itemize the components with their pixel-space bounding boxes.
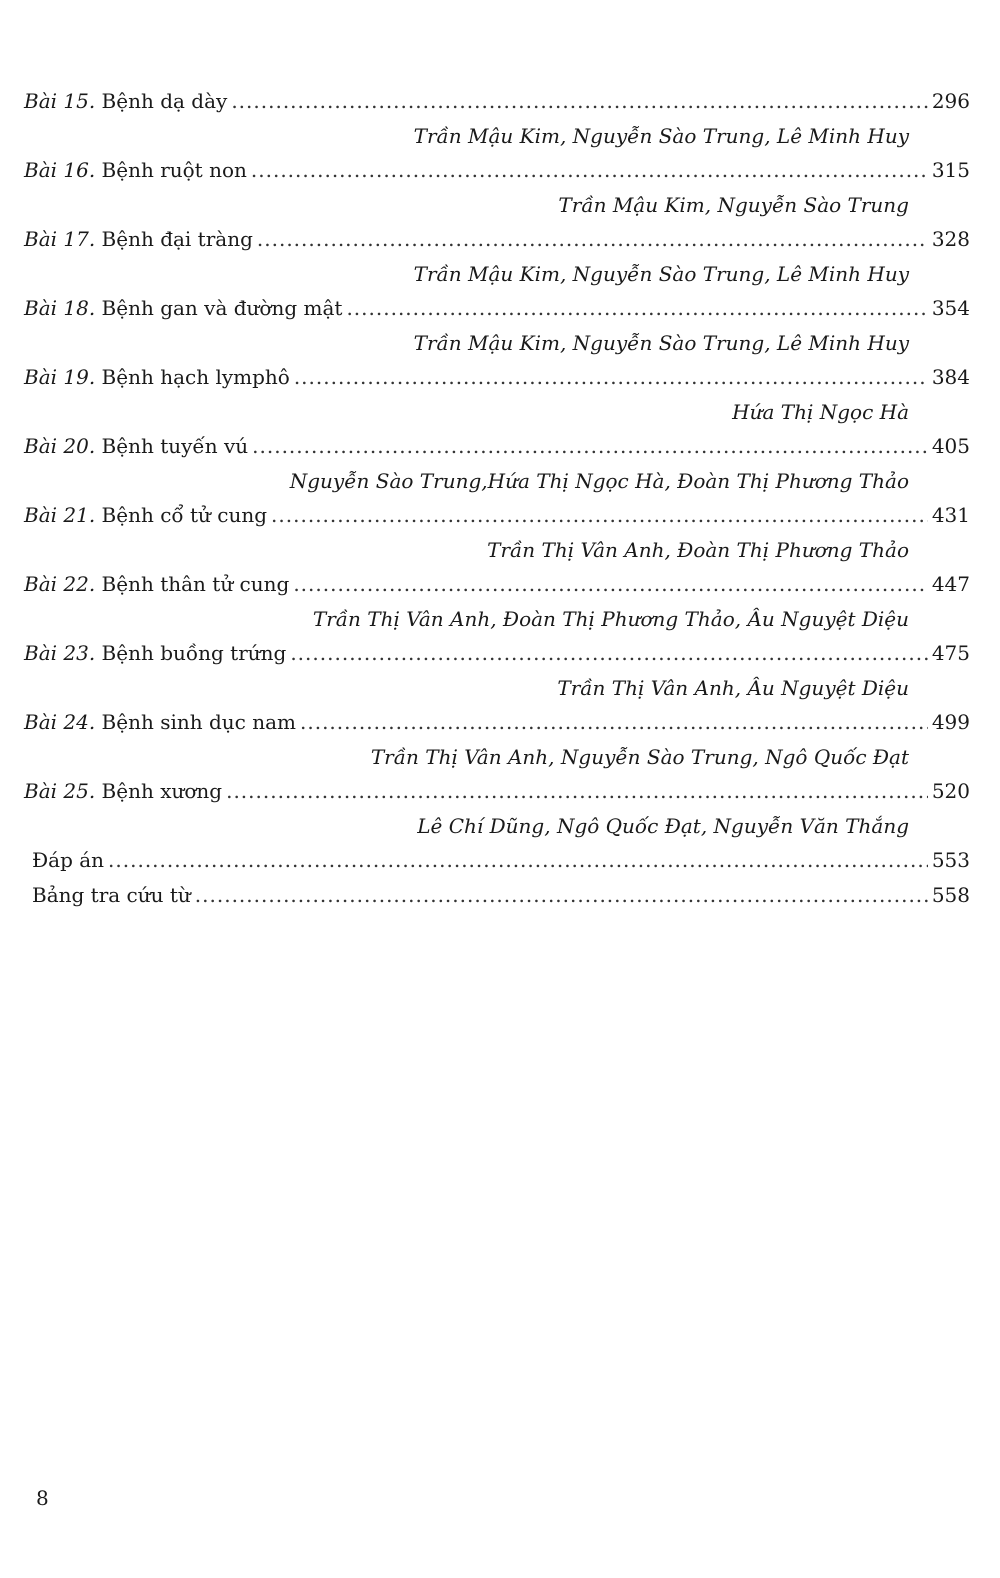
lesson-title: Bệnh cổ tử cung [101,503,268,527]
entry-label [24,429,248,464]
lesson-number: Bài 17. [24,227,96,251]
page-ref: 354 [931,296,970,320]
entry-label [24,705,296,740]
dot-leader [294,360,928,395]
entry-label [24,291,342,326]
lesson-authors: Lê Chí Dũng, Ngô Quốc Đạt, Nguyễn Văn Thắng [417,813,909,838]
entry-label [24,84,227,119]
lesson-authors: Trần Thị Vân Anh, Nguyễn Sào Trung, Ngô Quốc Đạt [370,744,909,769]
dot-leader [231,84,928,119]
lesson-title: Bệnh xương [101,779,223,803]
lesson-number: Bài 24. [24,710,96,734]
page-ref: 475 [931,641,970,665]
dot-leader [271,498,928,533]
entry-title: Bảng tra cứu từ [32,882,191,907]
toc-entry [24,498,970,533]
lesson-number: Bài 19. [24,365,96,389]
entry-label [24,636,286,671]
dot-leader [195,878,928,913]
dot-leader [300,705,928,740]
page-ref: 553 [931,848,970,872]
page-number: 8 [36,1486,49,1510]
toc-entry [24,705,970,740]
page-ref: 384 [931,365,970,389]
page-ref: 405 [931,434,970,458]
table-of-contents [24,84,974,912]
toc-entry [24,567,970,602]
lesson-title: Bệnh tuyến vú [101,434,249,458]
lesson-number: Bài 25. [24,779,96,803]
lesson-authors: Trần Mậu Kim, Nguyễn Sào Trung [558,192,909,217]
toc-entry [24,84,970,119]
lesson-title: Bệnh dạ dày [101,89,228,113]
dot-leader [226,774,928,809]
toc-entry [24,429,970,464]
lesson-authors: Trần Mậu Kim, Nguyễn Sào Trung, Lê Minh Huy [413,261,909,286]
lesson-number: Bài 22. [24,572,96,596]
page-ref: 431 [931,503,970,527]
entry-label [24,774,222,809]
toc-entry-glossary [24,878,970,913]
lesson-number: Bài 23. [24,641,96,665]
entry-label [24,360,290,395]
dot-leader [293,567,927,602]
dot-leader [346,291,927,326]
entry-label [24,153,247,188]
toc-entry [24,360,970,395]
page-ref: 328 [931,227,970,251]
lesson-title: Bệnh buồng trứng [101,641,287,665]
toc-entry [24,636,970,671]
entry-label [24,567,289,602]
page-ref: 520 [931,779,970,803]
page-ref: 558 [931,882,970,907]
lesson-title: Bệnh đại tràng [101,227,253,251]
lesson-title: Bệnh ruột non [101,158,247,182]
page-ref: 315 [931,158,970,182]
lesson-authors: Nguyễn Sào Trung,Hứa Thị Ngọc Hà, Đoàn Thị Phương Thảo [289,468,909,493]
toc-entry [24,774,970,809]
lesson-authors: Trần Thị Vân Anh, Đoàn Thị Phương Thảo [487,537,909,562]
entry-label [24,222,253,257]
lesson-number: Bài 18. [24,296,96,320]
entry-label [24,498,267,533]
lesson-title: Bệnh sinh dục nam [101,710,296,734]
page-ref: 499 [931,710,970,734]
toc-entry-answers [24,843,970,878]
lesson-title: Bệnh hạch lymphô [101,365,290,389]
page-ref: 296 [931,89,970,113]
dot-leader [252,429,928,464]
lesson-authors: Trần Mậu Kim, Nguyễn Sào Trung, Lê Minh Huy [413,123,909,148]
lesson-authors: Trần Mậu Kim, Nguyễn Sào Trung, Lê Minh Huy [413,330,909,355]
toc-entry [24,291,970,326]
lesson-title: Bệnh gan và đường mật [101,296,343,320]
lesson-authors: Trần Thị Vân Anh, Âu Nguyệt Diệu [557,675,909,700]
toc-entry [24,153,970,188]
dot-leader [108,843,928,878]
lesson-authors: Trần Thị Vân Anh, Đoàn Thị Phương Thảo, Âu Nguyệt Diệu [312,606,909,631]
lesson-number: Bài 21. [24,503,96,527]
lesson-number: Bài 16. [24,158,96,182]
lesson-authors: Hứa Thị Ngọc Hà [732,399,909,424]
entry-title: Đáp án [32,848,105,872]
lesson-title: Bệnh thân tử cung [101,572,290,596]
toc-entry [24,222,970,257]
lesson-number: Bài 15. [24,89,96,113]
dot-leader [251,153,928,188]
dot-leader [257,222,928,257]
dot-leader [290,636,927,671]
lesson-number: Bài 20. [24,434,96,458]
page-ref: 447 [931,572,970,596]
